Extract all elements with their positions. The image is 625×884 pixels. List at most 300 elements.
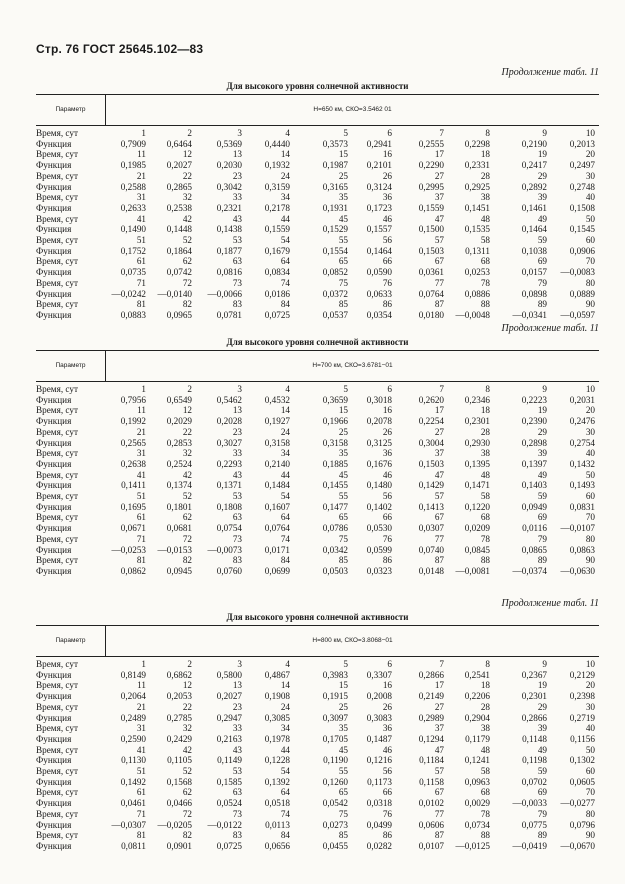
table-cell: 55: [338, 766, 348, 777]
table-cell: 0,0901: [166, 840, 192, 851]
table-cell: 0,1535: [464, 224, 490, 235]
table-cell: 0,2254: [418, 416, 444, 427]
table-cell: 80: [585, 533, 595, 544]
table-cell: 0,1985: [120, 160, 146, 171]
table-cell: 90: [585, 555, 595, 566]
table-cell: 0,2129: [569, 669, 595, 680]
table-cell: 17: [434, 405, 444, 416]
row-label: Функция: [36, 202, 72, 213]
row-label: Время, сут: [36, 808, 78, 819]
table-cell: 38: [480, 448, 490, 459]
table-cell: 20: [585, 149, 595, 160]
table-cell: 0,1411: [121, 480, 146, 491]
data-table: [36, 384, 599, 577]
table-cell: 46: [382, 213, 392, 224]
table-cell: 0,0963: [464, 776, 490, 787]
table-cell: 70: [585, 512, 595, 523]
table-cell: 43: [232, 744, 242, 755]
table-cell: 0,1490: [120, 224, 146, 235]
table-cell: 0,2398: [569, 691, 595, 702]
table-cell: 24: [280, 701, 290, 712]
table-cell: 40: [585, 192, 595, 203]
table-cell: 78: [480, 808, 490, 819]
table-cell: 72: [182, 277, 192, 288]
table-cell: 7: [439, 384, 444, 394]
table-cell: 0,2008: [366, 691, 392, 702]
table-cell: —0,0153: [157, 544, 192, 555]
table-cell: 57: [434, 491, 444, 502]
table-cell: 37: [434, 448, 444, 459]
table-cell: 41: [136, 213, 146, 224]
table-cell: 0,1190: [323, 755, 348, 766]
table-cell: 42: [182, 744, 192, 755]
table-cell: 39: [537, 192, 547, 203]
table-cell: 0,0524: [216, 798, 242, 809]
table-cell: 52: [182, 766, 192, 777]
table-cell: 80: [585, 277, 595, 288]
table-row: [36, 160, 599, 171]
table-cell: 0,0816: [216, 267, 242, 278]
table-cell: 0,1156: [570, 733, 595, 744]
table-cell: 0,1559: [264, 224, 290, 235]
table-cell: 0,1105: [167, 755, 192, 766]
table-cell: 0,0781: [216, 309, 242, 320]
table-row: [36, 438, 599, 449]
table-cell: 0,6862: [166, 669, 192, 680]
table-cell: 79: [537, 808, 547, 819]
row-label: Функция: [36, 267, 72, 278]
section-title: Для высокого уровня солнечной активности: [226, 81, 409, 91]
table-cell: 0,1585: [216, 776, 242, 787]
table-cell: 69: [537, 787, 547, 798]
table-cell: 0,2417: [521, 160, 547, 171]
table-row: [36, 787, 599, 798]
table-cell: 51: [136, 491, 146, 502]
table-cell: 0,2301: [464, 416, 490, 427]
table-cell: 58: [480, 235, 490, 246]
table-cell: 45: [338, 744, 348, 755]
table-cell: 29: [537, 426, 547, 437]
table-cell: 9: [542, 659, 547, 669]
table-cell: 0,0754: [216, 523, 242, 534]
table-row: [36, 566, 599, 577]
table-cell: 0,1932: [264, 160, 290, 171]
table-cell: 21: [136, 170, 146, 181]
row-label: Время, сут: [36, 701, 78, 712]
table-cell: 0,0273: [322, 819, 348, 830]
table-cell: —0,0073: [207, 544, 242, 555]
table-cell: 64: [280, 512, 290, 523]
table-cell: 0,2030: [216, 160, 242, 171]
table-cell: 0,1241: [464, 755, 490, 766]
table-section-h700: [36, 322, 599, 577]
table-cell: 71: [136, 533, 146, 544]
row-label: Функция: [36, 776, 72, 787]
table-cell: 46: [382, 744, 392, 755]
table-cell: 30: [585, 426, 595, 437]
table-cell: 25: [338, 701, 348, 712]
table-cell: 85: [338, 830, 348, 841]
table-cell: 0,1966: [322, 416, 348, 427]
table-cell: 77: [434, 808, 444, 819]
table-cell: 31: [136, 448, 146, 459]
table-cell: 0,3158: [322, 437, 348, 448]
table-cell: 59: [537, 491, 547, 502]
table-cell: 0,1503: [418, 245, 444, 256]
table-cell: 84: [280, 555, 290, 566]
table-cell: 0,0633: [366, 288, 392, 299]
row-label: Функция: [36, 712, 72, 723]
table-cell: 0,0599: [366, 544, 392, 555]
table-cell: 15: [338, 149, 348, 160]
parameter-label: Параметр: [36, 95, 106, 125]
table-row: [36, 384, 599, 395]
table-cell: 0,0775: [521, 819, 547, 830]
table-cell: 0,2588: [120, 181, 146, 192]
table-cell: 3: [237, 659, 242, 669]
table-cell: 25: [338, 426, 348, 437]
table-cell: 17: [434, 149, 444, 160]
table-cell: 67: [434, 787, 444, 798]
table-cell: 63: [232, 512, 242, 523]
table-cell: 0,1508: [569, 202, 595, 213]
table-row: [36, 289, 599, 300]
row-label: Время, сут: [36, 512, 78, 523]
table-cell: 20: [585, 405, 595, 416]
table-cell: 42: [182, 213, 192, 224]
table-row: [36, 182, 599, 193]
table-cell: 4: [285, 128, 290, 138]
table-cell: 78: [480, 533, 490, 544]
table-cell: 75: [338, 277, 348, 288]
table-cell: —0,0083: [560, 267, 595, 278]
table-cell: 79: [537, 533, 547, 544]
table-cell: 10: [585, 384, 595, 394]
table-cell: 0,2565: [120, 437, 146, 448]
table-cell: 6: [387, 384, 392, 394]
table-cell: 40: [585, 723, 595, 734]
table-cell: 0,0735: [120, 267, 146, 278]
table-cell: 0,1676: [366, 458, 392, 469]
table-cell: 0,0764: [264, 523, 290, 534]
table-cell: 35: [338, 723, 348, 734]
table-cell: 7: [439, 128, 444, 138]
table-cell: 0,4440: [264, 138, 290, 149]
table-cell: 32: [182, 192, 192, 203]
table-cell: 0,2223: [521, 394, 547, 405]
table-cell: 70: [585, 787, 595, 798]
table-cell: 45: [338, 213, 348, 224]
table-cell: 0,1978: [264, 733, 290, 744]
table-cell: 0,1432: [569, 458, 595, 469]
table-cell: 0,1179: [465, 733, 490, 744]
table-cell: 0,2206: [464, 691, 490, 702]
table-cell: 0,2290: [418, 160, 444, 171]
table-cell: 56: [382, 491, 392, 502]
table-cell: 55: [338, 235, 348, 246]
table-cell: 30: [585, 701, 595, 712]
table-cell: —0,0253: [111, 544, 146, 555]
table-cell: 41: [136, 744, 146, 755]
table-cell: 0,1158: [419, 776, 444, 787]
table-cell: 0,1438: [216, 224, 242, 235]
table-cell: 0,2904: [464, 712, 490, 723]
row-label: Функция: [36, 181, 72, 192]
parameter-header: [36, 94, 599, 126]
table-cell: 0,1198: [522, 755, 547, 766]
table-cell: 0,2541: [464, 669, 490, 680]
table-cell: 0,2930: [464, 437, 490, 448]
table-row: [36, 267, 599, 278]
table-cell: 0,0590: [366, 267, 392, 278]
table-cell: 79: [537, 277, 547, 288]
table-cell: 0,1464: [366, 245, 392, 256]
table-row: [36, 171, 599, 182]
table-cell: 0,1374: [166, 480, 192, 491]
row-label: Функция: [36, 565, 72, 576]
table-row: [36, 214, 599, 225]
row-label: Время, сут: [36, 426, 78, 437]
table-cell: 20: [585, 680, 595, 691]
table-cell: 0,1908: [264, 691, 290, 702]
table-section-h650: [36, 66, 599, 321]
table-cell: 26: [382, 426, 392, 437]
row-label: Функция: [36, 819, 72, 830]
table-row: [36, 128, 599, 139]
table-cell: 17: [434, 680, 444, 691]
table-cell: 8: [485, 384, 490, 394]
table-cell: 16: [382, 680, 392, 691]
table-cell: 81: [136, 830, 146, 841]
row-label: Функция: [36, 458, 72, 469]
table-cell: 0,1679: [264, 245, 290, 256]
table-cell: 0,2346: [464, 394, 490, 405]
table-cell: 0,0796: [569, 819, 595, 830]
table-cell: —0,0066: [207, 288, 242, 299]
table-cell: 49: [537, 744, 547, 755]
table-cell: 85: [338, 299, 348, 310]
table-cell: 51: [136, 235, 146, 246]
table-cell: 16: [382, 405, 392, 416]
table-cell: 0,0466: [166, 798, 192, 809]
table-row: [36, 395, 599, 406]
row-label: Время, сут: [36, 384, 78, 394]
table-cell: 0,1228: [264, 755, 290, 766]
row-label: Функция: [36, 840, 72, 851]
table-row: [36, 139, 599, 150]
continuation-note: Продолжение табл. 11: [501, 598, 599, 609]
table-cell: 11: [137, 405, 146, 416]
table-row: [36, 766, 599, 777]
table-cell: 0,2078: [366, 416, 392, 427]
table-cell: 0,1477: [322, 501, 348, 512]
table-cell: 0,2178: [264, 202, 290, 213]
table-cell: 0,0323: [366, 565, 392, 576]
table-cell: 46: [382, 469, 392, 480]
table-row: [36, 416, 599, 427]
table-cell: 53: [232, 235, 242, 246]
table-cell: 59: [537, 235, 547, 246]
table-cell: 0,1471: [464, 480, 490, 491]
table-cell: 80: [585, 808, 595, 819]
table-cell: 0,1429: [418, 480, 444, 491]
table-cell: 12: [182, 405, 192, 416]
table-cell: 0,0865: [521, 544, 547, 555]
row-label: Время, сут: [36, 787, 78, 798]
table-cell: 0,3573: [322, 138, 348, 149]
table-cell: 0,2853: [166, 437, 192, 448]
table-cell: 36: [382, 192, 392, 203]
parameter-value: H=650 км, СКО=3.5462 01: [313, 106, 392, 113]
table-cell: 0,8149: [120, 669, 146, 680]
table-cell: 67: [434, 512, 444, 523]
parameter-value: H=700 км, СКО=3.6781−01: [312, 362, 393, 369]
table-cell: 0,1915: [322, 691, 348, 702]
continuation-note: Продолжение табл. 11: [501, 323, 599, 334]
table-row: [36, 659, 599, 670]
table-cell: 0,0186: [264, 288, 290, 299]
table-cell: 0,5369: [216, 138, 242, 149]
table-cell: 0,1260: [322, 776, 348, 787]
table-cell: 76: [382, 533, 392, 544]
table-cell: 0,2190: [521, 138, 547, 149]
table-cell: 0,2140: [264, 458, 290, 469]
table-cell: 0,1568: [166, 776, 192, 787]
table-cell: 50: [585, 469, 595, 480]
table-cell: 35: [338, 448, 348, 459]
row-label: Время, сут: [36, 192, 78, 203]
table-cell: 0,2925: [464, 181, 490, 192]
table-cell: 0,2892: [521, 181, 547, 192]
table-cell: 0,5800: [216, 669, 242, 680]
table-cell: 0,0702: [521, 776, 547, 787]
table-cell: 58: [480, 766, 490, 777]
table-cell: 0,2429: [166, 733, 192, 744]
table-cell: —0,0597: [560, 309, 595, 320]
table-cell: 0,0862: [120, 565, 146, 576]
table-cell: 87: [434, 830, 444, 841]
table-cell: 66: [382, 512, 392, 523]
table-cell: 0,0734: [464, 819, 490, 830]
table-cell: 62: [182, 256, 192, 267]
table-cell: 88: [480, 830, 490, 841]
table-row: [36, 310, 599, 321]
table-row: [36, 723, 599, 734]
row-label: Время, сут: [36, 128, 78, 138]
row-label: Функция: [36, 245, 72, 256]
table-cell: 0,3018: [366, 394, 392, 405]
table-cell: 4: [285, 659, 290, 669]
parameter-header: [36, 350, 599, 382]
table-cell: 0,2865: [166, 181, 192, 192]
table-cell: 0,2748: [569, 181, 595, 192]
table-cell: 49: [537, 213, 547, 224]
table-cell: 11: [137, 680, 146, 691]
table-cell: 0,1885: [322, 458, 348, 469]
table-cell: 27: [434, 426, 444, 437]
table-cell: 0,0116: [522, 523, 547, 534]
table-cell: 0,2027: [166, 160, 192, 171]
table-cell: 90: [585, 299, 595, 310]
table-cell: 38: [480, 192, 490, 203]
table-cell: 0,0530: [366, 523, 392, 534]
table-cell: 65: [338, 256, 348, 267]
table-cell: 83: [232, 299, 242, 310]
table-cell: 0,1864: [166, 245, 192, 256]
table-row: [36, 203, 599, 214]
table-cell: 0,2321: [216, 202, 242, 213]
table-cell: 0,2149: [418, 691, 444, 702]
table-cell: 29: [537, 701, 547, 712]
table-cell: 0,0725: [264, 309, 290, 320]
table-cell: 0,2524: [166, 458, 192, 469]
table-cell: 71: [136, 277, 146, 288]
table-cell: 11: [137, 149, 146, 160]
table-cell: 0,1448: [166, 224, 192, 235]
row-label: Время, сут: [36, 405, 78, 416]
parameter-label: Параметр: [36, 351, 106, 381]
table-cell: 0,0499: [366, 819, 392, 830]
table-cell: 0,4532: [264, 394, 290, 405]
row-label: Время, сут: [36, 830, 78, 841]
table-cell: 41: [136, 469, 146, 480]
table-cell: 22: [182, 426, 192, 437]
table-cell: 29: [537, 170, 547, 181]
table-cell: 51: [136, 766, 146, 777]
table-cell: 18: [480, 149, 490, 160]
table-cell: 88: [480, 299, 490, 310]
table-row: [36, 405, 599, 416]
row-label: Функция: [36, 669, 72, 680]
table-cell: 66: [382, 787, 392, 798]
table-cell: 42: [182, 469, 192, 480]
table-cell: 0,1801: [166, 501, 192, 512]
table-cell: 0,2947: [216, 712, 242, 723]
table-cell: 81: [136, 555, 146, 566]
table-cell: 0,3027: [216, 437, 242, 448]
table-cell: 0,1302: [569, 755, 595, 766]
table-cell: 0,1705: [322, 733, 348, 744]
table-cell: 31: [136, 723, 146, 734]
table-cell: 0,1455: [322, 480, 348, 491]
table-cell: 0,6464: [166, 138, 192, 149]
table-cell: 64: [280, 256, 290, 267]
table-cell: 0,0831: [569, 501, 595, 512]
table-cell: —0,0670: [560, 840, 595, 851]
table-cell: 28: [480, 701, 490, 712]
table-cell: 32: [182, 448, 192, 459]
table-cell: 0,1451: [464, 202, 490, 213]
row-label: Время, сут: [36, 299, 78, 310]
table-cell: 0,1484: [264, 480, 290, 491]
table-cell: 0,0171: [264, 544, 290, 555]
row-label: Время, сут: [36, 170, 78, 181]
table-cell: 1: [141, 659, 146, 669]
table-cell: 6: [387, 659, 392, 669]
table-cell: 0,2719: [569, 712, 595, 723]
table-cell: 0,0863: [569, 544, 595, 555]
row-label: Время, сут: [36, 256, 78, 267]
table-cell: —0,0048: [455, 309, 490, 320]
table-cell: 0,0906: [569, 245, 595, 256]
table-row: [36, 545, 599, 556]
row-label: Время, сут: [36, 213, 78, 224]
table-cell: 73: [232, 533, 242, 544]
table-cell: 0,3307: [366, 669, 392, 680]
table-cell: 13: [232, 149, 242, 160]
table-row: [36, 246, 599, 257]
row-label: Функция: [36, 288, 72, 299]
